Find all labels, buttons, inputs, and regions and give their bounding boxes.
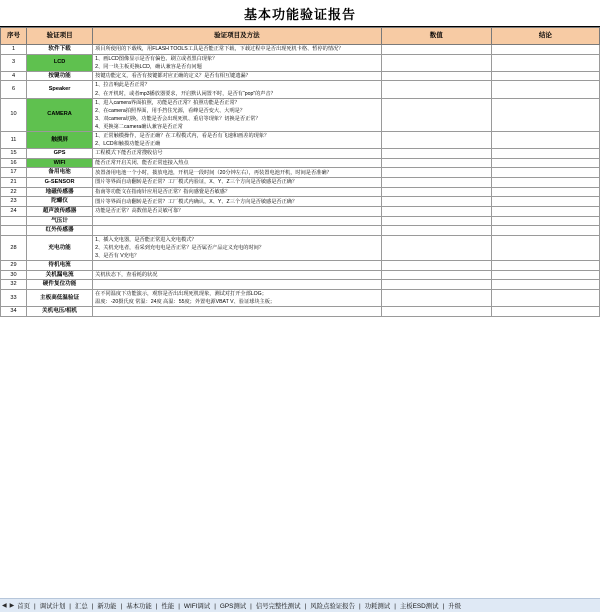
cell-conclusion[interactable] [491,54,599,71]
table-row [1,187,600,197]
cell-description[interactable] [93,261,381,271]
table-row [1,226,600,236]
cell-value[interactable] [381,187,491,197]
table-row [1,98,600,131]
cell-value[interactable] [381,197,491,207]
cell-conclusion[interactable] [491,235,599,260]
cell-no[interactable]: 24 [1,206,27,216]
cell-no[interactable]: 33 [1,290,27,307]
cell-no[interactable]: 10 [1,98,27,131]
cell-description[interactable] [93,158,381,168]
sheet-tab[interactable]: 调试计划 [39,603,66,610]
cell-value[interactable] [381,307,491,317]
cell-item[interactable]: 气压计 [27,216,93,226]
cell-no[interactable]: 32 [1,280,27,290]
cell-no[interactable]: 23 [1,197,27,207]
cell-no[interactable] [1,226,27,236]
cell-description[interactable] [93,216,381,226]
verification-table [0,27,600,317]
sheet-tab[interactable]: 首页 [17,603,31,610]
cell-conclusion[interactable] [491,81,599,98]
cell-conclusion[interactable] [491,206,599,216]
sheet-tab[interactable]: 功耗测试 [364,603,391,610]
cell-item[interactable]: LCD [27,54,93,71]
cell-description[interactable] [93,98,381,131]
cell-conclusion[interactable] [491,177,599,187]
description-line: 1、进入camera界面拍照，功能是否正常？拍照功能是否正常？ [95,99,240,106]
table-row [1,270,600,280]
cell-conclusion[interactable] [491,148,599,158]
description-line: 2、关机充电者，看采到充电电是否正常？是否属否产品定义充电的时间？ [95,244,265,251]
description-line: 4、更换第二camera确认兼容是否正常 [95,123,183,130]
tab-separator: | [214,603,216,610]
sheet-tab[interactable]: GPS测试 [219,603,247,610]
table-row [1,216,600,226]
description-line: 工程模式下能否正常搜收信号 [95,150,163,157]
cell-value[interactable] [381,290,491,307]
cell-item[interactable]: 地磁传感器 [27,187,93,197]
cell-value[interactable] [381,206,491,216]
cell-item[interactable]: 陀螺仪 [27,197,93,207]
cell-no[interactable]: 11 [1,131,27,148]
table-row [1,54,600,71]
sheet-tab-bar[interactable] [0,598,600,612]
cell-conclusion[interactable] [491,307,599,317]
sheet-tab[interactable]: 升级 [448,603,462,610]
description-line: 1、拉音响此是否正常？ [95,82,150,89]
column-header-value: 数值 [381,28,491,45]
cell-item[interactable]: 备用电池 [27,168,93,178]
table-row [1,261,600,271]
cell-value[interactable] [381,216,491,226]
table-header-row [1,28,600,45]
cell-description[interactable] [93,45,381,55]
description-line: 3、是否有 V充电？ [95,252,140,259]
tab-separator: | [304,603,307,610]
description-line: 2、同一块主板更换LCD，确认兼容是否有问题 [95,63,202,70]
table-body [1,45,600,317]
page-title: 基本功能验证报告 [0,0,600,27]
cell-conclusion[interactable] [491,98,599,131]
cell-no[interactable]: 28 [1,235,27,260]
cell-item[interactable]: 关机漏电流 [27,270,93,280]
cell-value[interactable] [381,131,491,148]
column-header-item: 验证项目 [27,28,93,45]
table-row [1,45,600,55]
table-row [1,81,600,98]
cell-no[interactable]: 4 [1,71,27,81]
cell-value[interactable] [381,98,491,131]
cell-description[interactable] [93,148,381,158]
tab-separator: | [178,603,180,610]
sheet-tab[interactable]: 风险点验证报告 [310,603,355,610]
cell-item[interactable]: 硬件复位功能 [27,280,93,290]
cell-conclusion[interactable] [491,158,599,168]
sheet-tab[interactable]: 主板ESD测试 [399,603,439,610]
cell-no[interactable]: 21 [1,177,27,187]
cell-item[interactable]: 红外传感器 [27,226,93,236]
table-row [1,71,600,81]
cell-item[interactable]: GPS [27,148,93,158]
tab-separator: | [34,603,36,610]
cell-description[interactable] [93,226,381,236]
tab-separator: | [394,603,396,610]
cell-description[interactable] [93,168,381,178]
cell-no[interactable] [1,216,27,226]
cell-item[interactable]: 待机电流 [27,261,93,271]
cell-description[interactable] [93,187,381,197]
cell-item[interactable]: CAMERA [27,98,93,131]
cell-description[interactable] [93,71,381,81]
description-line: 指南等功能文在指南针应用是否正常？指向感覺是否敏感？ [95,188,231,195]
table-row [1,148,600,158]
cell-description[interactable] [93,177,381,187]
cell-description[interactable] [93,235,381,260]
cell-item[interactable]: 充电功能 [27,235,93,260]
cell-conclusion[interactable] [491,168,599,178]
sheet-tab[interactable]: 性能 [161,603,175,610]
nav-first-icon[interactable]: ◀ [2,603,7,609]
cell-item[interactable]: G-SENSOR [27,177,93,187]
cell-no[interactable]: 6 [1,81,27,98]
cell-value[interactable] [381,81,491,98]
cell-item[interactable]: 触摸屏 [27,131,93,148]
cell-value[interactable] [381,148,491,158]
sheet-tab[interactable]: WIFI调试 [183,603,211,610]
description-line: 项目所使用的下载线，用FLASH TOOLS工具是否能正常下载，下载过程中是否出现死机卡格、暂停的情况？ [95,46,344,53]
cell-no[interactable]: 15 [1,148,27,158]
cell-conclusion[interactable] [491,280,599,290]
cell-value[interactable] [381,54,491,71]
description-line: 在不同温度下功能演示，观察是否出出现死机现象，测试对打开全部LOG； [95,291,267,297]
cell-conclusion[interactable] [491,216,599,226]
cell-value[interactable] [381,235,491,260]
sheet-tab[interactable]: 汇总 [74,603,88,610]
description-line: 按键功能定义，看否有按键都对应正确的定义？是否有相互键遗漏？ [95,73,251,80]
cell-description[interactable] [93,131,381,148]
cell-conclusion[interactable] [491,71,599,81]
column-header-conclusion: 结论 [491,28,599,45]
cell-item[interactable]: 主板高低温验证 [27,290,93,307]
description-line: 温度：-20摄氏度 常温：24度 高温：55度；外置电源VBAT V、验证球块主板； [95,299,276,306]
description-line: 3、双camera切换，功能是否会出现死机、重启等现象？切换是否正常？ [95,115,261,122]
tab-separator: | [442,603,445,610]
cell-value[interactable] [381,158,491,168]
cell-description[interactable] [93,307,381,317]
cell-description[interactable] [93,270,381,280]
cell-no[interactable]: 1 [1,45,27,55]
tab-separator: | [69,603,71,610]
tab-separator: | [358,603,361,610]
cell-conclusion[interactable] [491,261,599,271]
description-line: 能否正常开启关闭、能否正常连接入热点 [95,159,189,166]
cell-conclusion[interactable] [491,270,599,280]
tab-separator: | [250,603,252,610]
cell-value[interactable] [381,261,491,271]
description-line: 放置备用电池一个小时，拨放电池，开机是一段时间（20分钟左右），再装置电池开机，时间是否准确？ [95,169,332,176]
cell-value[interactable] [381,45,491,55]
cell-conclusion[interactable] [491,45,599,55]
cell-description[interactable] [93,54,381,71]
cell-conclusion[interactable] [491,197,599,207]
description-line: 2、在开机时，或者mp3播放器要求，开启默认闲置不时，是否有“pop”的声音？ [95,90,276,97]
cell-item[interactable]: 按键功能 [27,71,93,81]
cell-value[interactable] [381,226,491,236]
description-line: 图片等界面自动翻转是否正常？工厂模式内确认，X、Y、Z三个方向是否敏感是否正确？ [95,198,298,205]
table-row [1,197,600,207]
cell-value[interactable] [381,177,491,187]
description-line: 关机状态下，查看耗的状况 [95,271,158,278]
cell-no[interactable]: 16 [1,158,27,168]
cell-value[interactable] [381,168,491,178]
table-row [1,280,600,290]
cell-conclusion[interactable] [491,290,599,307]
description-line: 2、在camera拍照界面，用手挡住光源，看峰是否变大、大明是？ [95,107,246,114]
cell-item[interactable]: Speaker [27,81,93,98]
cell-item[interactable]: 软件下载 [27,45,93,55]
cell-value[interactable] [381,270,491,280]
column-header-no: 序号 [1,28,27,45]
sheet-tab[interactable]: 基本功能 [126,603,152,610]
cell-no[interactable]: 29 [1,261,27,271]
cell-no[interactable]: 30 [1,270,27,280]
table-row [1,168,600,178]
description-line: 图片等界面自动翻转是否正常？工厂模式内验证，X、Y、Z三个方向是否敏感是否正确？ [95,179,298,186]
cell-conclusion[interactable] [491,226,599,236]
column-header-desc: 验证项目及方法 [93,28,381,45]
description-line: 2、LCD和触摸功能是否正确 [95,140,161,147]
cell-description[interactable] [93,206,381,216]
sheet-tab[interactable]: 新功能 [97,603,117,610]
cell-item[interactable]: WIFI [27,158,93,168]
cell-description[interactable] [93,81,381,98]
table-row [1,235,600,260]
table-row [1,177,600,187]
cell-description[interactable] [93,197,381,207]
table-row [1,158,600,168]
tab-separator: | [155,603,158,610]
table-row [1,290,600,307]
cell-conclusion[interactable] [491,131,599,148]
description-line: 功能是否正常？高数值是否灵敏可靠？ [95,208,184,215]
cell-description[interactable] [93,280,381,290]
cell-no[interactable]: 34 [1,307,27,317]
description-line: 1、画LCD图像显示是否有偏色、刷立或者黑白现象？ [95,55,218,62]
cell-no[interactable]: 3 [1,54,27,71]
cell-no[interactable]: 22 [1,187,27,197]
description-line: 1、插入充电器，是否能正常进入充电模式？ [95,236,197,243]
cell-item[interactable]: 超声波传感器 [27,206,93,216]
cell-value[interactable] [381,280,491,290]
tab-separator: | [120,603,123,610]
table-row [1,307,600,317]
cell-item[interactable]: 关机电压/相机 [27,307,93,317]
tab-separator: | [91,603,94,610]
cell-conclusion[interactable] [491,187,599,197]
sheet-tab[interactable]: 信号完整性测试 [255,603,301,610]
description-line: 1、正常触模操作，是否正确？在工程模式内，看是否有飞速和画差的现象？ [95,132,270,139]
table-row [1,206,600,216]
sheet-tabs[interactable] [17,601,465,610]
nav-prev-icon[interactable]: ▶ [9,603,15,609]
cell-no[interactable]: 17 [1,168,27,178]
cell-value[interactable] [381,71,491,81]
table-row [1,131,600,148]
cell-description[interactable] [93,290,381,307]
